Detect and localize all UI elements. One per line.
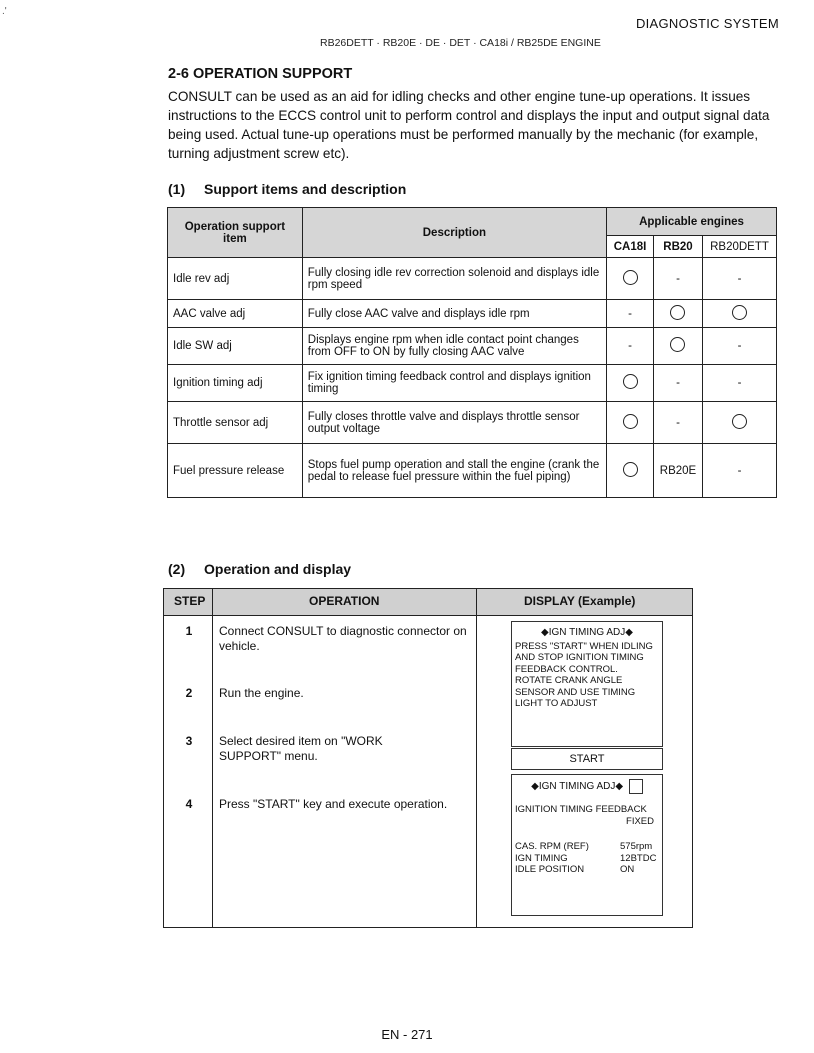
col-header-applicable-engines: Applicable engines — [607, 208, 777, 236]
divider — [212, 589, 213, 927]
cell-rb20dett: - — [702, 258, 776, 300]
step-text: Run the engine. — [219, 686, 304, 700]
applicable-circle-icon — [732, 305, 747, 320]
applicable-circle-icon — [623, 462, 638, 477]
running-header-title: DIAGNOSTIC SYSTEM — [635, 16, 779, 31]
cell-rb20: - — [654, 365, 703, 402]
cell-description: Fully closing idle rev correction solenoid and displays idle rpm speed — [302, 258, 606, 300]
operation-heading — [168, 561, 351, 577]
cell-ca18 — [607, 365, 654, 402]
value-row: IDLE POSITION ON — [515, 864, 635, 875]
section-title: 2-6 OPERATION SUPPORT — [168, 66, 353, 82]
cell-rb20dett — [702, 300, 776, 328]
col-header-engine-ca18: CA18I — [607, 236, 654, 258]
table-row — [168, 402, 777, 444]
step-text: Press "START" key and execute operation. — [219, 797, 448, 811]
cell-item: Throttle sensor adj — [168, 402, 303, 444]
cell-ca18 — [607, 444, 654, 498]
cell-rb20: - — [654, 402, 703, 444]
applicable-circle-icon — [670, 305, 685, 320]
page-number: EN - 271 — [381, 1027, 433, 1042]
cell-ca18 — [607, 258, 654, 300]
cell-rb20dett: - — [702, 365, 776, 402]
step-text: Select desired item on "WORK SUPPORT" menu. — [219, 734, 383, 763]
screen-title: ◆IGN TIMING ADJ◆ — [512, 779, 662, 794]
applicable-circle-icon — [732, 414, 747, 429]
step-number: 4 — [185, 797, 193, 811]
screen-instructions: PRESS "START" WHEN IDLING AND STOP IGNITION TIMING FEEDBACK CONTROL. ROTATE CRANK ANGLE SENSOR AND USE TIMING LIGHT TO ADJUST — [515, 640, 653, 709]
table-row — [168, 444, 777, 498]
engine-applicability-header: RB26DETT · RB20E · DE · DET · CA18i / RB25DE ENGINE — [320, 37, 601, 49]
diamond-icon: ◆ — [531, 781, 539, 793]
cell-rb20: RB20E — [654, 444, 703, 498]
cell-description: Fully closes throttle valve and displays throttle sensor output voltage — [302, 402, 606, 444]
col-header-operation: OPERATION — [309, 594, 380, 608]
section-intro: CONSULT can be used as an aid for idling checks and other engine tune-up operations. It issues instructions to the ECCS control unit to perform control and displays the input and output signal data being used. Actual tune-up operations must be performed manually by the mechanic (for example, turning adjustment screw etc). — [168, 89, 770, 161]
support-items-heading — [168, 181, 406, 197]
step-number: 2 — [185, 686, 193, 700]
col-header-description: Description — [302, 208, 606, 258]
support-items-table — [167, 207, 777, 498]
table-row — [168, 300, 777, 328]
cell-description: Fully close AAC valve and displays idle rpm — [302, 300, 606, 328]
cell-ca18 — [607, 402, 654, 444]
diamond-icon: ◆ — [625, 627, 633, 638]
consult-screen-result — [511, 774, 663, 916]
operation-table — [163, 588, 693, 928]
operation-heading-number: (2) — [168, 561, 186, 577]
cell-description: Displays engine rpm when idle contact point changes from OFF to ON by fully closing AAC valve — [302, 328, 606, 365]
cell-rb20dett: - — [702, 328, 776, 365]
corner-mark: .' — [2, 6, 7, 17]
table-row — [168, 328, 777, 365]
applicable-circle-icon — [623, 374, 638, 389]
support-items-heading-text: Support items and description — [204, 181, 407, 197]
checkbox-icon — [629, 779, 643, 794]
cell-rb20 — [654, 328, 703, 365]
cell-rb20dett — [702, 402, 776, 444]
applicable-circle-icon — [670, 337, 685, 352]
screen-status: FIXED — [626, 815, 654, 827]
cell-ca18: - — [607, 300, 654, 328]
table-row — [168, 258, 777, 300]
screen-status: IGNITION TIMING FEEDBACK — [515, 804, 647, 815]
step-text: Connect CONSULT to diagnostic connector on vehicle. — [219, 624, 467, 653]
applicable-circle-icon — [623, 270, 638, 285]
operation-table-header — [164, 589, 692, 616]
cell-description: Fix ignition timing feedback control and displays ignition timing — [302, 365, 606, 402]
cell-ca18: - — [607, 328, 654, 365]
cell-rb20dett: - — [702, 444, 776, 498]
cell-item: Ignition timing adj — [168, 365, 303, 402]
col-header-step: STEP — [174, 594, 206, 608]
consult-screen-instructions — [511, 621, 663, 747]
col-header-engine-rb20: RB20 — [654, 236, 703, 258]
value-row: IGN TIMING 12BTDC — [515, 852, 657, 864]
operation-heading-text: Operation and display — [204, 561, 352, 577]
start-button[interactable]: START — [511, 748, 663, 770]
cell-item: Idle SW adj — [168, 328, 303, 365]
step-number: 3 — [185, 734, 193, 748]
applicable-circle-icon — [623, 414, 638, 429]
support-items-heading-number: (1) — [168, 181, 186, 197]
cell-rb20: - — [654, 258, 703, 300]
cell-item: Idle rev adj — [168, 258, 303, 300]
step-number: 1 — [185, 624, 193, 638]
col-header-engine-rb20dett: RB20DETT — [702, 236, 776, 258]
support-items-body — [168, 258, 777, 498]
col-header-item: Operation support item — [168, 208, 303, 258]
cell-item: AAC valve adj — [168, 300, 303, 328]
diamond-icon: ◆ — [615, 781, 624, 793]
diamond-icon: ◆ — [541, 627, 549, 638]
value-row: CAS. RPM (REF) 575rpm — [515, 841, 653, 852]
cell-item: Fuel pressure release — [168, 444, 303, 498]
cell-description: Stops fuel pump operation and stall the engine (crank the pedal to release fuel pressure within the fuel piping) — [302, 444, 606, 498]
screen-title: ◆IGN TIMING ADJ◆ — [541, 627, 633, 638]
table-row — [168, 365, 777, 402]
cell-rb20 — [654, 300, 703, 328]
screen-values — [512, 827, 662, 876]
col-header-display: DISPLAY (Example) — [524, 594, 636, 608]
